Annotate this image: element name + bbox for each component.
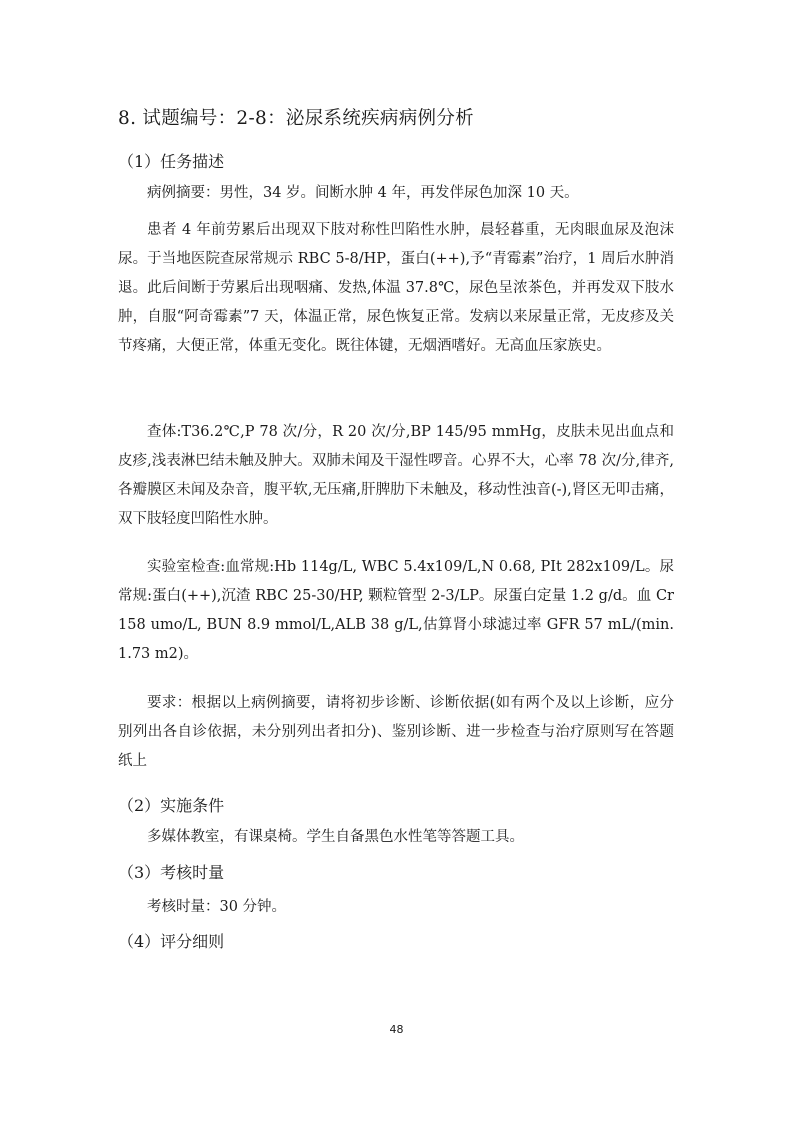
lab-tests-paragraph: 实验室检查:血常规:Hb 114g/L, WBC 5.4x109/L,N 0.68, PIt 282x109/L。尿常规:蛋白(++),沉渣 RBC 25-30/HP, 颗粒管型 2-3/LP。尿蛋白定量 1.2 g/d。血 Cr 158 umo/L, BUN 8.9 mmol/L,ALB 38 g/L,估算肾小球滤过率 GFR 57 mL/(min. 1.73 m2)。 bbox=[118, 559, 674, 662]
physical-exam-paragraph: 查体:T36.2℃,P 78 次/分，R 20 次/分,BP 145/95 mmHg，皮肤未见出血点和皮疹,浅表淋巴结未触及肿大。双肺未闻及干湿性啰音。心界不大，心率 78 次/分,律齐,各瓣膜区未闻及杂音，腹平软,无压痛,肝脾肋下未触及，移动性浊音(-),肾区无叩击痛，双下肢轻度凹陷性水肿。 bbox=[118, 424, 674, 527]
medical-history-paragraph: 患者 4 年前劳累后出现双下肢对称性凹陷性水肿，晨轻暮重，无肉眼血尿及泡沫尿。于当地医院查尿常规示 RBC 5-8/HP，蛋白(++),予“青霉素”治疗，1 周后水肿消退。此后间断于劳累后出现咽痛、发热,体温 37.8℃，尿色呈浓茶色，并再发双下肢水肿，自服“阿奇霉素”7 天，体温正常，尿色恢复正常。发病以来尿量正常，无皮疹及关节疼痛，大便正常，体重无变化。既往体键，无烟酒嗜好。无高血压家族史。 bbox=[118, 222, 674, 354]
exam-time-text: 考核时量：30 分钟。 bbox=[147, 899, 287, 915]
conditions-text: 多媒体教室，有课桌椅。学生自备黑色水性笔等答题工具。 bbox=[147, 829, 524, 845]
requirement-paragraph: 要求：根据以上病例摘要，请将初步诊断、诊断依据(如有两个及以上诊断，应分别列出各自诊依据，未分别列出者扣分)、鉴别诊断、进一步检查与治疗原则写在答题纸上 bbox=[118, 695, 674, 769]
conditions-heading: （2）实施条件 bbox=[118, 796, 225, 815]
task-description-heading: （1）任务描述 bbox=[118, 152, 225, 171]
case-summary-paragraph: 病例摘要：男性，34 岁。间断水肿 4 年，再发伴尿色加深 10 天。 bbox=[147, 185, 579, 201]
exam-time-heading: （3）考核时量 bbox=[118, 863, 225, 882]
scoring-rules-heading: （4）评分细则 bbox=[118, 932, 225, 951]
page-number: 48 bbox=[389, 1023, 404, 1036]
question-title: 8. 试题编号：2-8：泌尿系统疾病病例分析 bbox=[118, 108, 474, 129]
